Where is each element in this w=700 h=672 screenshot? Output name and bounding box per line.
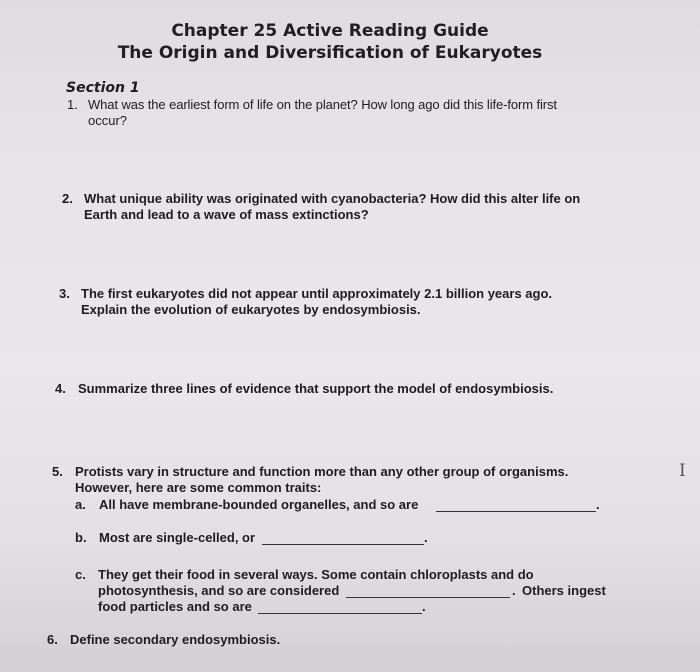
title-subject: The Origin and Diversification of Eukaryotes [117, 43, 543, 63]
question-2-line1: What unique ability was originated with cyanobacteria? How did this alter life on [84, 191, 581, 206]
question-5-number: 5. [52, 464, 63, 479]
question-5-line2: However, here are some common traits: [75, 480, 322, 495]
question-5c-period-2: . [422, 599, 426, 614]
question-5b-blank[interactable] [262, 532, 424, 545]
text-cursor-icon: I [679, 461, 686, 481]
question-3-number: 3. [59, 286, 70, 301]
question-5a-text: All have membrane-bounded organelles, and so are [99, 497, 419, 512]
question-2-line2: Earth and lead to a wave of mass extinctions? [84, 207, 369, 222]
question-5a-blank[interactable] [436, 499, 596, 512]
question-4-number: 4. [55, 381, 66, 396]
question-5c-line1: They get their food in several ways. Some contain chloroplasts and do [98, 567, 534, 582]
question-5b-text: Most are single-celled, or [99, 530, 256, 545]
question-5c-blank-ingest[interactable] [258, 601, 422, 614]
question-5c-label: c. [75, 567, 86, 582]
question-5c-line3: food particles and so are [98, 599, 252, 614]
question-4-line1: Summarize three lines of evidence that support the model of endosymbiosis. [78, 381, 554, 396]
title-chapter: Chapter 25 Active Reading Guide [171, 21, 489, 41]
question-3-line1: The first eukaryotes did not appear until approximately 2.1 billion years ago. [81, 286, 553, 301]
question-5b-period: . [424, 530, 428, 545]
question-5c-blank-considered[interactable] [346, 585, 510, 598]
question-5-line1: Protists vary in structure and function more than any other group of organisms. [75, 464, 569, 479]
question-1-line2: occur? [88, 113, 128, 128]
section-heading: Section 1 [66, 80, 140, 96]
question-1-number: 1. [67, 97, 78, 112]
question-5c-line2: photosynthesis, and so are considered [98, 583, 340, 598]
question-5a-period: . [596, 497, 600, 512]
question-1-line1: What was the earliest form of life on the planet? How long ago did this life-form first [88, 97, 557, 112]
question-5b-label: b. [75, 530, 87, 545]
question-2-number: 2. [62, 191, 73, 206]
question-3-line2: Explain the evolution of eukaryotes by endosymbiosis. [81, 302, 421, 317]
question-5c-period-1: . [512, 583, 516, 598]
question-6-number: 6. [47, 632, 58, 647]
question-5a-label: a. [75, 497, 86, 512]
question-5c-line2b: Others ingest [522, 583, 606, 598]
question-6-line1: Define secondary endosymbiosis. [70, 632, 281, 647]
